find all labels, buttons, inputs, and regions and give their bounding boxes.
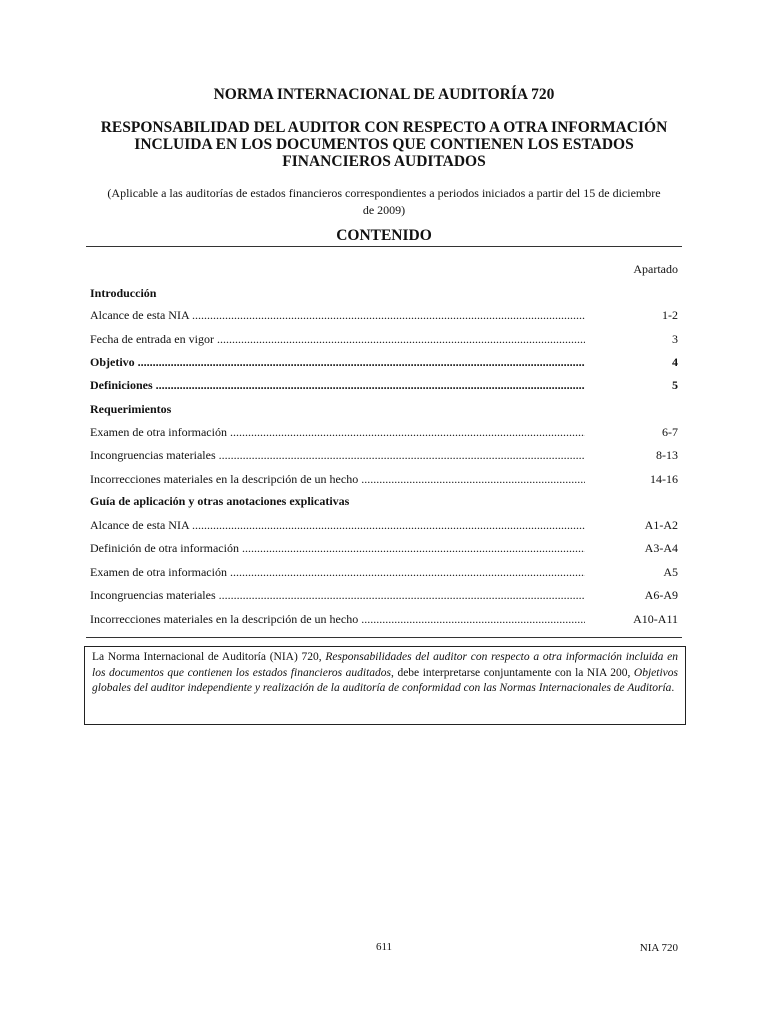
note-italic-title: Objetivos globales del auditor independiente y realización de la auditoría de conformidad con las Normas Internacionales de Auditoría [92,666,678,695]
toc-entry-ref: 5 [672,378,678,392]
toc-entry-label: Fecha de entrada en vigor ..... [90,331,585,347]
toc-row[interactable] [90,564,678,580]
toc-row[interactable] [90,307,678,323]
toc-entry-label: Objetivo ..... [90,354,585,370]
toc-entry-ref: 14-16 [650,472,678,486]
contents-heading: CONTENIDO [336,227,432,244]
toc-entry-ref: A3-A4 [644,541,678,555]
note-text: La Norma Internacional de Auditoría (NIA) 720, [92,651,326,663]
toc-row[interactable] [90,587,678,603]
document-title: NORMA INTERNACIONAL DE AUDITORÍA 720 [213,86,555,103]
toc-row[interactable] [90,424,678,440]
toc-entry-label: Incongruencias materiales ..... [90,447,585,463]
toc-row[interactable] [90,471,678,487]
toc-section-requirements: Requerimientos [90,402,172,416]
page-number: 611 [375,941,393,953]
toc-entry-label: Definiciones ..... [90,377,585,393]
toc-entry-ref: 6-7 [662,425,678,439]
toc-entry-label: Examen de otra información ..... [90,424,585,440]
note-italic-title: Responsabilidades del auditor con respecto a otra información incluida en los documentos que contienen los estados financieros auditados [92,651,678,679]
subtitle-line: INCLUIDA EN LOS DOCUMENTOS QUE CONTIENEN LOS ESTADOS [134,136,634,153]
toc-entry-label: Examen de otra información ..... [90,564,585,580]
toc-entry-ref: 4 [672,355,678,369]
interpretation-note-box [84,646,686,725]
toc-row[interactable] [90,611,678,627]
toc-entry-ref: A5 [663,565,678,579]
divider-top [86,246,682,247]
toc-row[interactable] [90,447,678,463]
toc-section-guidance: Guía de aplicación y otras anotaciones explicativas [90,494,350,508]
toc-entry-label: Alcance de esta NIA ..... [90,517,585,533]
toc-entry-label: Alcance de esta NIA ..... [90,307,585,323]
footer-standard-code: NIA 720 [639,942,678,954]
toc-entry-ref: 3 [672,332,678,346]
toc-entry-label: Incorrecciones materiales en la descripción de un hecho ..... [90,611,585,627]
toc-section-introduction: Introducción [90,286,157,300]
toc-row[interactable] [90,517,678,533]
subtitle-line: FINANCIEROS AUDITADOS [282,153,486,170]
applicability-line: (Aplicable a las auditorías de estados financieros correspondientes a periodos iniciados a partir del 15 de diciembre [107,186,661,200]
toc-row[interactable] [90,354,678,370]
toc-entry-ref: 1-2 [662,308,678,322]
toc-entry-ref: 8-13 [656,448,678,462]
toc-row[interactable] [90,540,678,556]
note-text: . [671,682,675,695]
toc-entry-label: Definición de otra información ..... [90,540,585,556]
column-header-paragraph: Apartado [633,262,678,276]
toc-entry-ref: A10-A11 [633,612,678,626]
applicability-line: de 2009) [362,203,406,217]
toc-row[interactable] [90,377,678,393]
toc-entry-ref: A6-A9 [644,588,678,602]
toc-entry-label: Incongruencias materiales ..... [90,587,585,603]
divider-bottom [86,637,682,638]
subtitle-line: RESPONSABILIDAD DEL AUDITOR CON RESPECTO A OTRA INFORMACIÓN [100,119,668,136]
toc-entry-ref: A1-A2 [644,518,678,532]
note-text: , debe interpretarse conjuntamente con la NIA 200, [391,666,634,679]
toc-entry-label: Incorrecciones materiales en la descripción de un hecho ..... [90,471,585,487]
toc-row[interactable] [90,331,678,347]
applicability-note [86,185,682,219]
document-subtitle [86,119,682,170]
